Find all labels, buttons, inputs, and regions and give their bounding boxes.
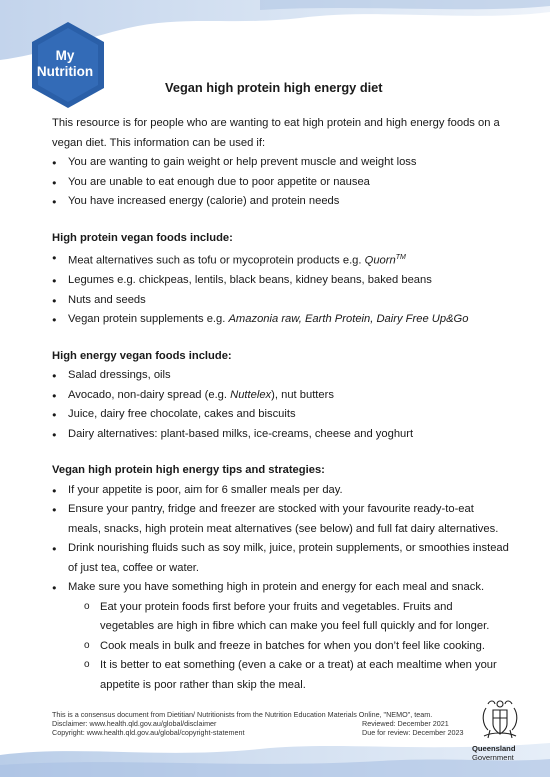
tips-subbullet-2: o Cook meals in bulk and freeze in batches for when you don’t feel like cooking. bbox=[52, 637, 512, 657]
queensland-government-logo bbox=[472, 744, 515, 762]
protein-bullet-3: ● Nuts and seeds bbox=[52, 291, 512, 311]
intro-line-1: This resource is for people who are wanting to eat high protein and high energy foods on a bbox=[52, 117, 500, 129]
protein-bullet-2: ● Legumes e.g. chickpeas, lentils, black beans, kidney beans, baked beans bbox=[52, 271, 512, 291]
tips-heading: Vegan high protein high energy tips and strategies: bbox=[52, 464, 325, 477]
logo-line-1: My bbox=[55, 48, 75, 63]
protein-bullet-1: ● Meat alternatives such as tofu or mycoprotein products e.g. Quorn™ bbox=[52, 248, 512, 271]
footer-consensus-note: This is a consensus document from Dietitian/ Nutritionists from the Nutrition Education Materials Online, "NEMO", team. bbox=[52, 710, 433, 719]
queensland-crest-icon bbox=[476, 696, 524, 742]
tips-bullet-4: ● Make sure you have something high in protein and energy for each meal and snack. bbox=[52, 578, 512, 598]
energy-bullet-4: ● Dairy alternatives: plant-based milks, ice-creams, cheese and yoghurt bbox=[52, 425, 512, 445]
gov-line-1: Queensland bbox=[472, 744, 516, 753]
tips-bullet-3: ● Drink nourishing fluids such as soy milk, juice, protein supplements, or smoothies instead of just tea, coffee or water. bbox=[52, 539, 512, 578]
intro-line-2: vegan diet. This information can be used if: bbox=[52, 136, 266, 149]
my-nutrition-logo bbox=[30, 48, 100, 80]
logo-line-2: Nutrition bbox=[36, 64, 94, 79]
page-title: Vegan high protein high energy diet bbox=[165, 80, 383, 95]
tips-subbullet-1: o Eat your protein foods first before your fruits and vegetables. Fruits and vegetables are high in fibre which can make you feel full quickly and for longer. bbox=[52, 598, 512, 637]
footer-disclaimer-link: Disclaimer: www.health.qld.gov.au/global/disclaimer bbox=[52, 719, 217, 728]
intro-bullet-1: ● You are wanting to gain weight or help prevent muscle and weight loss bbox=[52, 153, 512, 173]
protein-bullet-4: ● Vegan protein supplements e.g. Amazonia raw, Earth Protein, Dairy Free Up&Go bbox=[52, 310, 512, 330]
energy-heading: High energy vegan foods include: bbox=[52, 349, 232, 362]
protein-heading: High protein vegan foods include: bbox=[52, 231, 233, 244]
footer-copyright-link: Copyright: www.health.qld.gov.au/global/copyright-statement bbox=[52, 728, 245, 737]
intro-bullet-2: ● You are unable to eat enough due to poor appetite or nausea bbox=[52, 173, 512, 193]
footer-reviewed-date: Reviewed: December 2021 bbox=[362, 719, 449, 728]
energy-bullet-1: ● Salad dressings, oils bbox=[52, 366, 512, 386]
intro-bullet-3: ● You have increased energy (calorie) and protein needs bbox=[52, 192, 512, 212]
gov-line-2: Government bbox=[472, 753, 514, 762]
energy-bullet-3: ● Juice, dairy free chocolate, cakes and biscuits bbox=[52, 405, 512, 425]
tips-bullet-2: ● Ensure your pantry, fridge and freezer are stocked with your favourite ready-to-eat meals, snacks, high protein meat alternatives (see below) and full fat dairy alternatives. bbox=[52, 500, 512, 539]
energy-bullet-2: ● Avocado, non-dairy spread (e.g. Nuttelex), nut butters bbox=[52, 386, 512, 406]
footer-review-due-date: Due for review: December 2023 bbox=[362, 728, 464, 737]
document-body bbox=[52, 114, 512, 695]
footer-info bbox=[52, 710, 472, 737]
tips-subbullet-3: o It is better to eat something (even a cake or a treat) at each mealtime when your appetite is poor rather than skip the meal. bbox=[52, 656, 512, 695]
tips-bullet-1: ● If your appetite is poor, aim for 6 smaller meals per day. bbox=[52, 481, 512, 501]
